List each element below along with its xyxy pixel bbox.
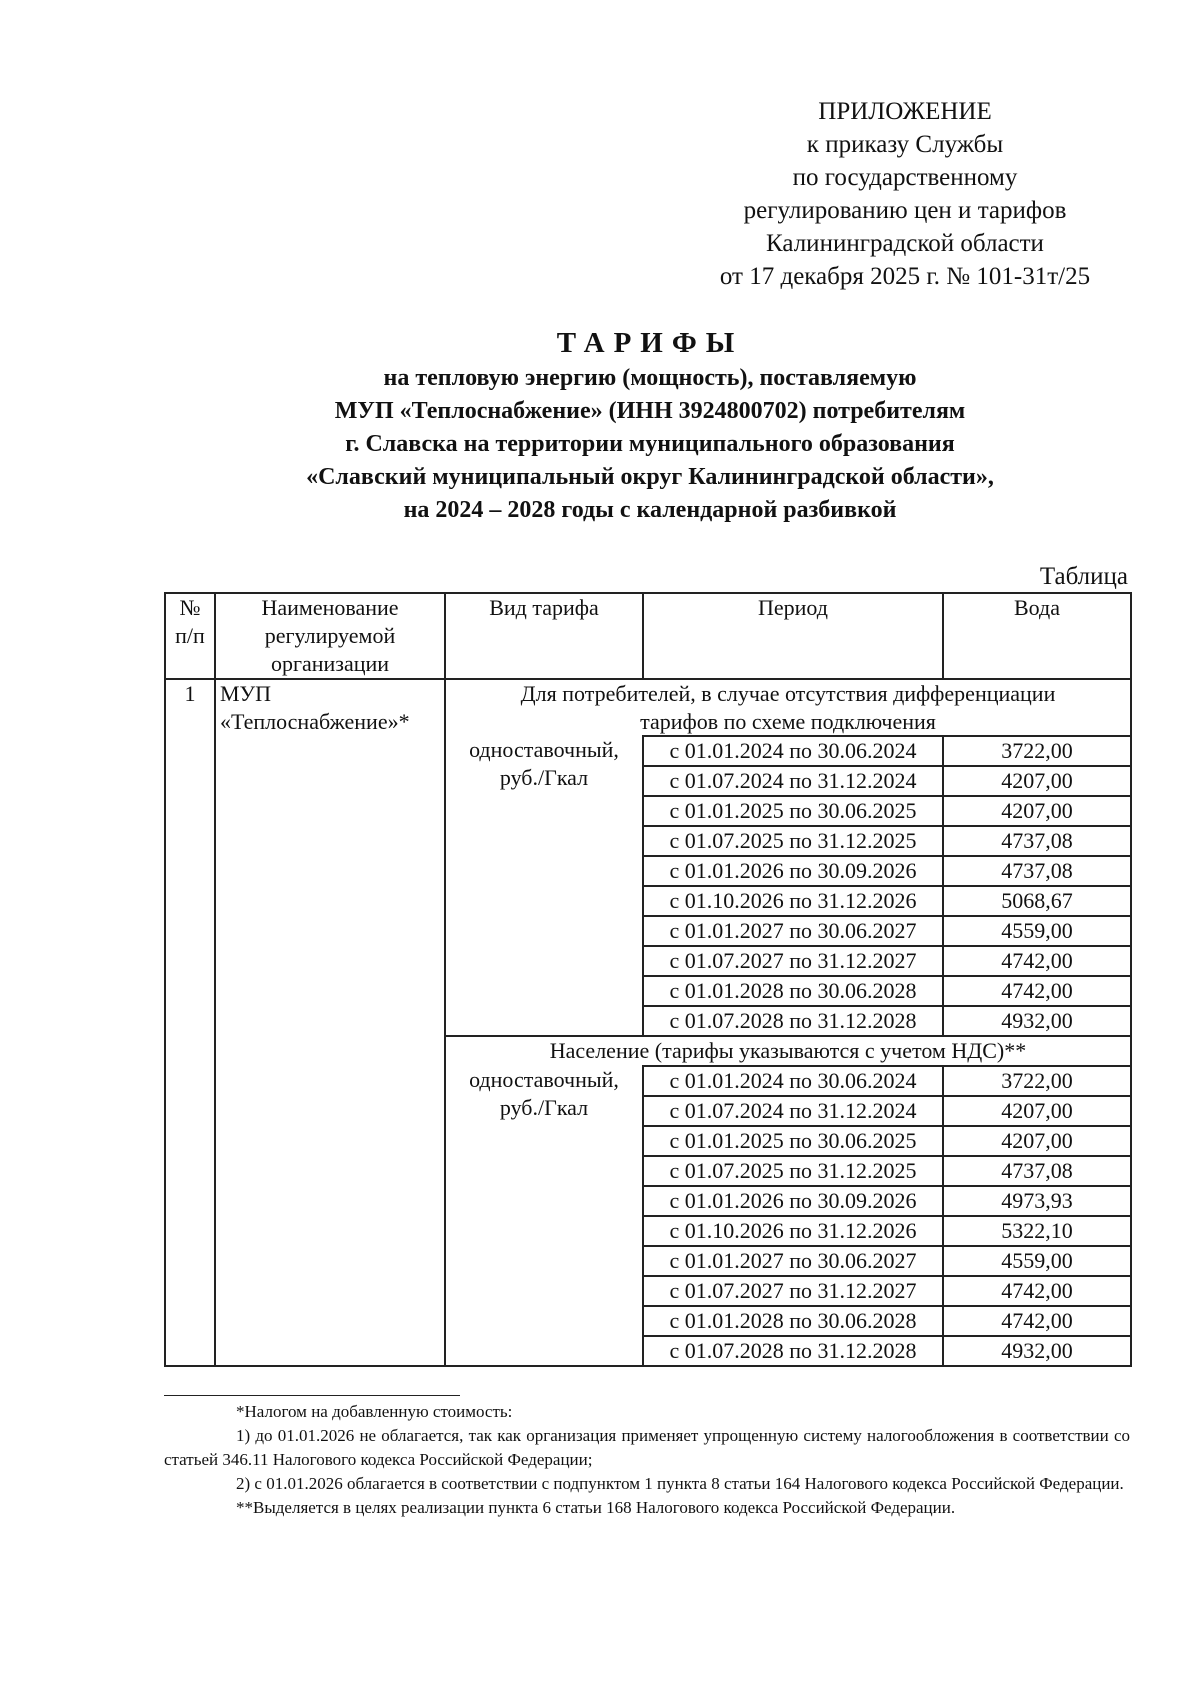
title-line: г. Славска на территории муниципального образования (345, 431, 955, 457)
tariff-type-line: руб./Гкал (499, 765, 589, 790)
period-cell: с 01.10.2026 по 31.12.2026 (643, 1216, 943, 1246)
table-caption: Таблица (1039, 563, 1128, 590)
title-line: «Славский муниципальный округ Калининградской области», (306, 464, 994, 490)
appendix-block (640, 95, 1170, 293)
section-title-line: тарифов по схеме подключения (640, 709, 936, 734)
period-cell: с 01.01.2027 по 30.06.2027 (643, 916, 943, 946)
period-cell: с 01.01.2024 по 30.06.2024 (643, 1066, 943, 1096)
section-title-line: Население (тарифы указываются с учетом НДС)** (549, 1038, 1027, 1063)
period-cell: с 01.01.2025 по 30.06.2025 (643, 796, 943, 826)
header-type: Вид тарифа (445, 593, 643, 679)
title-line: на 2024 – 2028 годы с календарной разбивкой (403, 497, 897, 523)
section-header-row (165, 679, 1131, 736)
value-cell: 4932,00 (943, 1336, 1131, 1366)
footnotes (164, 1400, 1130, 1520)
appendix-line: Калининградской области (766, 230, 1044, 257)
tariff-type-line: одноставочный, (469, 737, 619, 762)
value-cell: 5322,10 (943, 1216, 1131, 1246)
section-title (445, 679, 1131, 736)
value-cell: 4742,00 (943, 1306, 1131, 1336)
period-cell: с 01.07.2024 по 31.12.2024 (643, 766, 943, 796)
section-title-line: Для потребителей, в случае отсутствия дифференциации (520, 681, 1056, 706)
period-cell: с 01.07.2025 по 31.12.2025 (643, 1156, 943, 1186)
period-cell: с 01.07.2025 по 31.12.2025 (643, 826, 943, 856)
title-line: МУП «Теплоснабжение» (ИНН 3924800702) потребителям (334, 398, 966, 424)
appendix-line: к приказу Службы (806, 131, 1004, 158)
value-cell: 4973,93 (943, 1186, 1131, 1216)
period-cell: с 01.01.2027 по 30.06.2027 (643, 1246, 943, 1276)
row-number: 1 (165, 679, 215, 1366)
period-cell: с 01.01.2025 по 30.06.2025 (643, 1126, 943, 1156)
value-cell: 4207,00 (943, 766, 1131, 796)
period-cell: с 01.07.2027 по 31.12.2027 (643, 946, 943, 976)
period-cell: с 01.07.2024 по 31.12.2024 (643, 1096, 943, 1126)
section-title (445, 1036, 1131, 1066)
value-cell: 4207,00 (943, 1126, 1131, 1156)
period-cell: с 01.07.2027 по 31.12.2027 (643, 1276, 943, 1306)
header-value: Вода (943, 593, 1131, 679)
organization-line: МУП (220, 681, 272, 706)
appendix-line: по государственному (792, 164, 1018, 191)
period-cell: с 01.01.2028 по 30.06.2028 (643, 976, 943, 1006)
period-cell: с 01.01.2024 по 30.06.2024 (643, 736, 943, 766)
period-cell: с 01.01.2026 по 30.09.2026 (643, 856, 943, 886)
value-cell: 4742,00 (943, 976, 1131, 1006)
tariff-table (164, 592, 1132, 1367)
footnote-divider (164, 1395, 460, 1396)
value-cell: 4742,00 (943, 946, 1131, 976)
appendix-line: ПРИЛОЖЕНИЕ (818, 98, 992, 125)
value-cell: 4737,08 (943, 856, 1131, 886)
footnote: 1) до 01.01.2026 не облагается, так как организация применяет упрощенную систему налогообложения в соответствии со статьей 346.11 Налогового кодекса Российской Федерации; (164, 1426, 1130, 1469)
value-cell: 4737,08 (943, 826, 1131, 856)
tariff-type-line: одноставочный, (469, 1067, 619, 1092)
period-cell: с 01.07.2028 по 31.12.2028 (643, 1336, 943, 1366)
header-no: № п/п (165, 593, 215, 679)
value-cell: 4559,00 (943, 916, 1131, 946)
header-org: Наименование регулируемой организации (215, 593, 445, 679)
tariff-type (445, 1066, 643, 1366)
period-cell: с 01.01.2026 по 30.09.2026 (643, 1186, 943, 1216)
title-main: ТАРИФЫ (556, 327, 744, 359)
organization-name (215, 679, 445, 1366)
table-header-row (165, 593, 1131, 679)
organization-line: «Теплоснабжение»* (220, 709, 410, 734)
tariff-type (445, 736, 643, 1036)
value-cell: 4737,08 (943, 1156, 1131, 1186)
period-cell: с 01.10.2026 по 31.12.2026 (643, 886, 943, 916)
value-cell: 4559,00 (943, 1246, 1131, 1276)
period-cell: с 01.07.2028 по 31.12.2028 (643, 1006, 943, 1036)
value-cell: 3722,00 (943, 736, 1131, 766)
value-cell: 4207,00 (943, 796, 1131, 826)
footnote: **Выделяется в целях реализации пункта 6 статьи 168 Налогового кодекса Российской Федерации. (236, 1498, 956, 1517)
footnote: *Налогом на добавленную стоимость: (236, 1402, 513, 1421)
appendix-line: от 17 декабря 2025 г. № 101-31т/25 (719, 263, 1091, 290)
value-cell: 4742,00 (943, 1276, 1131, 1306)
document-title (120, 324, 1180, 527)
tariff-type-line: руб./Гкал (499, 1095, 589, 1120)
title-line: на тепловую энергию (мощность), поставляемую (383, 365, 917, 391)
appendix-line: регулированию цен и тарифов (743, 197, 1067, 224)
header-period: Период (643, 593, 943, 679)
value-cell: 5068,67 (943, 886, 1131, 916)
footnote: 2) с 01.01.2026 облагается в соответствии с подпунктом 1 пункта 8 статьи 164 Налогового кодекса Российской Федерации. (236, 1474, 1124, 1493)
period-cell: с 01.01.2028 по 30.06.2028 (643, 1306, 943, 1336)
value-cell: 3722,00 (943, 1066, 1131, 1096)
value-cell: 4932,00 (943, 1006, 1131, 1036)
value-cell: 4207,00 (943, 1096, 1131, 1126)
